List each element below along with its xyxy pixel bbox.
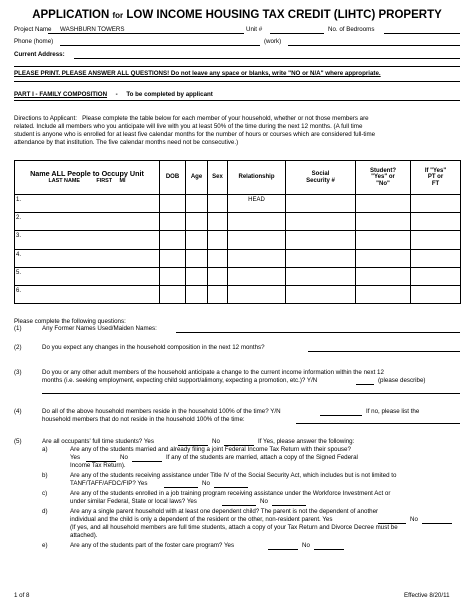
- q4-line-1: Do all of the above household members reside in the household 100% of the time? Y/N: [42, 408, 281, 415]
- q1-number: (1): [14, 325, 22, 332]
- page-title: [0, 9, 474, 21]
- q5c-no-label: No: [260, 498, 268, 505]
- q5a-line-2c: If any of the students are married, attach a copy of the Signed Federal: [166, 454, 358, 461]
- q5e-label: e): [42, 542, 48, 549]
- q5e-yes-field[interactable]: [268, 549, 298, 550]
- col-ifyes-header: [411, 161, 461, 195]
- q5c-line-1: Are any of the students enrolled in a job training program receiving assistance under the Workforce Investment Act or: [70, 490, 391, 497]
- table-row: [15, 249, 461, 267]
- divider: [14, 81, 460, 82]
- unit-field[interactable]: [270, 33, 324, 34]
- col-ifyes-line-1: If "Yes": [424, 167, 447, 174]
- effective-date: Effective 8/20/11: [404, 592, 450, 599]
- q3-line-1: Do you or any other adult members of the household anticipate a change to the current income information within the next 12: [42, 369, 384, 376]
- q5a-no-label: No: [120, 454, 128, 461]
- unit-label: Unit #: [246, 26, 263, 33]
- cell-age[interactable]: [186, 195, 208, 213]
- cell-relationship[interactable]: HEAD: [228, 195, 286, 213]
- bedrooms-label: No. of Bedrooms: [328, 26, 375, 33]
- cell-sex[interactable]: [208, 213, 228, 231]
- cell-dob[interactable]: [160, 267, 186, 285]
- q3-line-2: months (i.e. seeking employment, expecting child support/alimony, expecting a promotion, etc.)? Y/N: [42, 377, 318, 384]
- col-student-line-1: Student?: [370, 167, 396, 174]
- q5d-no-field[interactable]: [422, 523, 452, 524]
- q3-answer-field[interactable]: [42, 393, 460, 394]
- cell-student[interactable]: [356, 231, 411, 249]
- bedrooms-field[interactable]: [384, 33, 460, 34]
- q5c-line-2a: under similar Federal, State or local laws? Yes: [70, 498, 197, 505]
- cell-dob[interactable]: [160, 213, 186, 231]
- q5a-no-field[interactable]: [132, 461, 162, 462]
- q3-describe: (please describe): [378, 377, 426, 384]
- cell-ifyes[interactable]: [411, 285, 461, 303]
- project-name-value[interactable]: WASHBURN TOWERS: [60, 26, 125, 33]
- cell-sex[interactable]: [208, 285, 228, 303]
- cell-ssn[interactable]: [286, 249, 356, 267]
- cell-dob[interactable]: [160, 249, 186, 267]
- q5e-line-1a: Are any of the students part of the foster care program? Yes: [70, 542, 235, 549]
- print-notice: PLEASE PRINT. PLEASE ANSWER ALL QUESTIONS! Do not leave any space or blanks, write "NO or N/A" where appropriate.: [14, 70, 381, 77]
- q3-yn-field[interactable]: [356, 384, 374, 385]
- title-part-1: APPLICATION: [32, 9, 110, 21]
- cell-sex[interactable]: [208, 249, 228, 267]
- col-ssn-header: [286, 161, 356, 195]
- directions-line-1: [14, 115, 369, 122]
- q4-number: (4): [14, 408, 22, 415]
- q5d-line-3: (If yes, and all household members are full time students, attach a copy of your Tax Return and Divorce Decree must be: [70, 524, 398, 531]
- q5b-no-field[interactable]: [214, 487, 248, 488]
- cell-ifyes[interactable]: [411, 231, 461, 249]
- q2-number: (2): [14, 344, 22, 351]
- cell-relationship[interactable]: [228, 231, 286, 249]
- q5d-line-2: individual and the child is only a dependent of the resident or the other, non-resident parent. Yes: [70, 516, 333, 523]
- cell-age[interactable]: [186, 249, 208, 267]
- cell-sex[interactable]: [208, 231, 228, 249]
- row-num[interactable]: 5.: [15, 267, 160, 285]
- q5a-line-3: Income Tax Return).: [70, 462, 126, 469]
- cell-ifyes[interactable]: [411, 267, 461, 285]
- col-student-line-2: "Yes" or: [371, 174, 395, 181]
- directions-lead: Directions to Applicant:: [14, 115, 77, 122]
- col-sex-header: Sex: [208, 161, 228, 195]
- q5d-line-4: attached).: [70, 532, 98, 539]
- q5b-no-label: No: [202, 480, 210, 487]
- q5-line-1a: Are all occupants' full time students? Yes: [42, 438, 154, 445]
- q5d-no-label: No: [410, 516, 418, 523]
- table-row: [15, 231, 461, 249]
- col-ifyes-line-2: PT or: [427, 174, 444, 181]
- q1-text: Any Former Names Used/Maiden Names:: [42, 325, 157, 332]
- phone-home-label: Phone (home): [14, 38, 54, 45]
- directions-line-2: related. Include all members who you anticipate will live with you at least 50% of the time during the next 12 months. (A full time: [14, 123, 363, 130]
- cell-ifyes[interactable]: [411, 195, 461, 213]
- cell-age[interactable]: [186, 285, 208, 303]
- household-table: [14, 160, 461, 304]
- row-num[interactable]: 3.: [15, 231, 160, 249]
- directions-text-1: Please complete the table below for each member of your household, whether or not those members are: [82, 115, 369, 122]
- col-dob-header: DOB: [160, 161, 186, 195]
- q5b-label: b): [42, 472, 48, 479]
- cell-relationship[interactable]: [228, 213, 286, 231]
- cell-age[interactable]: [186, 231, 208, 249]
- cell-dob[interactable]: [160, 231, 186, 249]
- table-row: [15, 285, 461, 303]
- cell-age[interactable]: [186, 213, 208, 231]
- cell-ssn[interactable]: [286, 231, 356, 249]
- q5-number: (5): [14, 438, 22, 445]
- part1-heading: [14, 91, 213, 98]
- directions-line-3: student is anyone who is enrolled for at least five calendar months for the number of hours or courses which are considered full-time: [14, 131, 376, 138]
- row-num[interactable]: 1.: [15, 195, 160, 213]
- col-first-name: FIRST: [96, 177, 112, 184]
- q5e-no-label: No: [302, 542, 310, 549]
- table-row: [15, 213, 461, 231]
- address-field-2[interactable]: [14, 66, 460, 67]
- cell-ifyes[interactable]: [411, 249, 461, 267]
- q5c-label: c): [42, 490, 48, 497]
- q5c-no-field[interactable]: [272, 505, 306, 506]
- cell-relationship[interactable]: [228, 285, 286, 303]
- table-row: [15, 195, 461, 213]
- phone-work-label: (work): [264, 38, 282, 45]
- q4-yn-field[interactable]: [320, 415, 362, 416]
- part1-subtitle: To be completed by applicant: [126, 91, 213, 98]
- col-ifyes-line-3: FT: [431, 180, 440, 187]
- cell-age[interactable]: [186, 267, 208, 285]
- q4-line-2: household members that do not reside in the household 100% of the time:: [42, 416, 245, 423]
- questions-intro: Please complete the following questions:: [14, 318, 126, 325]
- cell-student[interactable]: [356, 267, 411, 285]
- q5d-line-1: Are any a single parent household with at least one dependent child? The parent is not the dependent of another: [70, 508, 379, 515]
- q5b-yes-field[interactable]: [164, 487, 198, 488]
- col-student-header: [356, 161, 411, 195]
- q5a-line-1: Are any of the students married and already filing a joint Federal Income Tax Return with their spouse?: [70, 446, 351, 453]
- q5a-yes-label: Yes: [70, 454, 81, 461]
- q1-answer-field[interactable]: [176, 332, 460, 333]
- col-name-header: [15, 161, 160, 195]
- page-number: 1 of 8: [14, 592, 30, 599]
- part1-title: PART I - FAMILY COMPOSITION: [14, 91, 108, 98]
- address-field[interactable]: [74, 58, 460, 59]
- cell-dob[interactable]: [160, 285, 186, 303]
- cell-sex[interactable]: [208, 267, 228, 285]
- q4-answer-field[interactable]: [296, 423, 460, 424]
- address-label: Current Address:: [14, 51, 65, 58]
- q5d-label: d): [42, 508, 48, 515]
- cell-student[interactable]: [356, 195, 411, 213]
- divider: [14, 100, 460, 101]
- col-name-title: Name ALL People to Occupy Unit: [30, 168, 144, 178]
- q5c-yes-field[interactable]: [222, 505, 256, 506]
- col-last-name: LAST NAME: [48, 177, 80, 184]
- cell-student[interactable]: [356, 249, 411, 267]
- q5-line-1c: If Yes, please answer the following:: [258, 438, 355, 445]
- part1-dash: -: [115, 91, 118, 98]
- cell-ssn[interactable]: [286, 267, 356, 285]
- q5-no-label: No: [212, 438, 220, 445]
- col-ssn-line-2: Security #: [306, 177, 335, 184]
- project-name-line: [48, 33, 244, 34]
- project-name-label: Project Name: [14, 26, 52, 33]
- row-num[interactable]: 6.: [15, 285, 160, 303]
- col-student-line-3: "No": [376, 180, 390, 187]
- cell-ssn[interactable]: [286, 213, 356, 231]
- table-header-row: [15, 161, 461, 195]
- title-for: for: [112, 11, 124, 20]
- q5b-line-2a: TANF/TAFF/AFDC/FIP? Yes: [70, 480, 148, 487]
- q2-text: Do you expect any changes in the household composition in the next 12 months?: [42, 344, 265, 351]
- row-num[interactable]: 4.: [15, 249, 160, 267]
- cell-relationship[interactable]: [228, 267, 286, 285]
- q3-number: (3): [14, 369, 22, 376]
- cell-dob[interactable]: [160, 195, 186, 213]
- q4-list-prompt: If no, please list the: [366, 408, 420, 415]
- q5e-no-field[interactable]: [314, 549, 344, 550]
- cell-ssn[interactable]: [286, 195, 356, 213]
- col-ssn-line-1: Social: [311, 170, 330, 177]
- q2-answer-field[interactable]: [308, 351, 460, 352]
- col-mi: MI: [119, 177, 126, 184]
- cell-ifyes[interactable]: [411, 213, 461, 231]
- phone-home-field[interactable]: [60, 45, 260, 46]
- row-num[interactable]: 2.: [15, 213, 160, 231]
- table-row: [15, 267, 461, 285]
- col-name-sub: [16, 178, 158, 185]
- cell-ssn[interactable]: [286, 285, 356, 303]
- cell-sex[interactable]: [208, 195, 228, 213]
- cell-student[interactable]: [356, 285, 411, 303]
- title-part-2: LOW INCOME HOUSING TAX CREDIT (LIHTC) PROPERTY: [126, 9, 442, 21]
- directions-line-4: attendance by that institution. The five calendar months need not be consecutive.): [14, 139, 239, 146]
- cell-relationship[interactable]: [228, 249, 286, 267]
- q5b-line-1: Are any of the students receiving assistance under Title IV of the Social Security Act, which includes but is not limited to: [70, 472, 397, 479]
- col-relationship-header: Relationship: [228, 161, 286, 195]
- col-age-header: Age: [186, 161, 208, 195]
- cell-student[interactable]: [356, 213, 411, 231]
- phone-work-field[interactable]: [288, 45, 460, 46]
- q5a-label: a): [42, 446, 48, 453]
